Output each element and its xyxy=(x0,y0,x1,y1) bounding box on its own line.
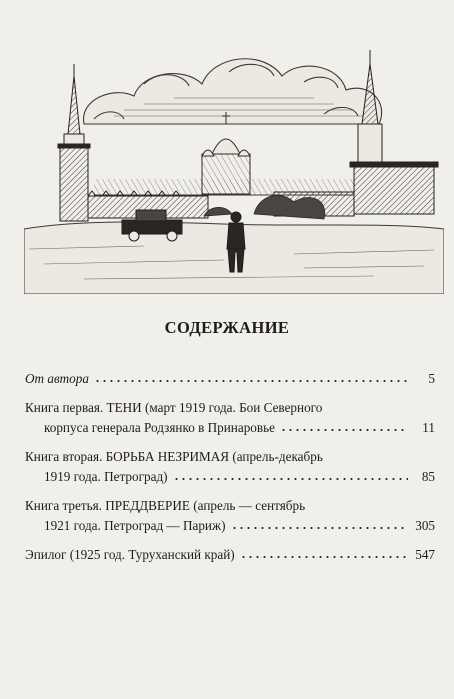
dot-leader xyxy=(173,476,408,482)
right-tower xyxy=(350,50,438,214)
toc-entry-title: От автора xyxy=(25,371,89,386)
dot-leader xyxy=(94,378,408,384)
toc-page-number: 11 xyxy=(422,420,435,435)
toc-entry-book-one[interactable] xyxy=(25,398,435,438)
toc-entry-book-three[interactable] xyxy=(25,496,435,536)
toc-entry-epilogue[interactable] xyxy=(25,545,435,565)
contents-heading: СОДЕРЖАНИЕ xyxy=(164,318,290,337)
toc-entry-title-continued: 1919 года. Петроград) xyxy=(44,469,168,484)
toc-page-number: 85 xyxy=(421,469,435,484)
trees xyxy=(204,195,325,219)
toc-page-number: 5 xyxy=(428,371,435,386)
dot-leader xyxy=(231,525,409,531)
toc-entry-title: Эпилог (1925 год. Туруханский край) xyxy=(25,547,235,562)
toc-entry-book-two[interactable] xyxy=(25,447,435,487)
toc-entry-title-continued: корпуса генерала Родзянко в Принаровье xyxy=(44,420,275,435)
clouds xyxy=(84,59,382,124)
dot-leader xyxy=(240,554,408,560)
kremlin-illustration xyxy=(24,24,444,294)
toc-page-number: 547 xyxy=(415,547,435,562)
toc-entry-title: Книга третья. ПРЕДДВЕРИЕ (апрель — сентябрь xyxy=(25,498,306,513)
dot-leader xyxy=(280,427,408,433)
toc-entry-author[interactable] xyxy=(25,369,435,389)
left-tower xyxy=(58,64,90,221)
toc-page-number: 305 xyxy=(415,518,435,533)
toc-entry-title-continued: 1921 года. Петроград — Париж) xyxy=(44,518,226,533)
toc-entry-title: Книга вторая. БОРЬБА НЕЗРИМАЯ (апрель-декабрь xyxy=(25,449,323,464)
table-of-contents xyxy=(25,369,435,574)
toc-entry-title: Книга первая. ТЕНИ (март 1919 года. Бои Северного xyxy=(25,400,323,415)
